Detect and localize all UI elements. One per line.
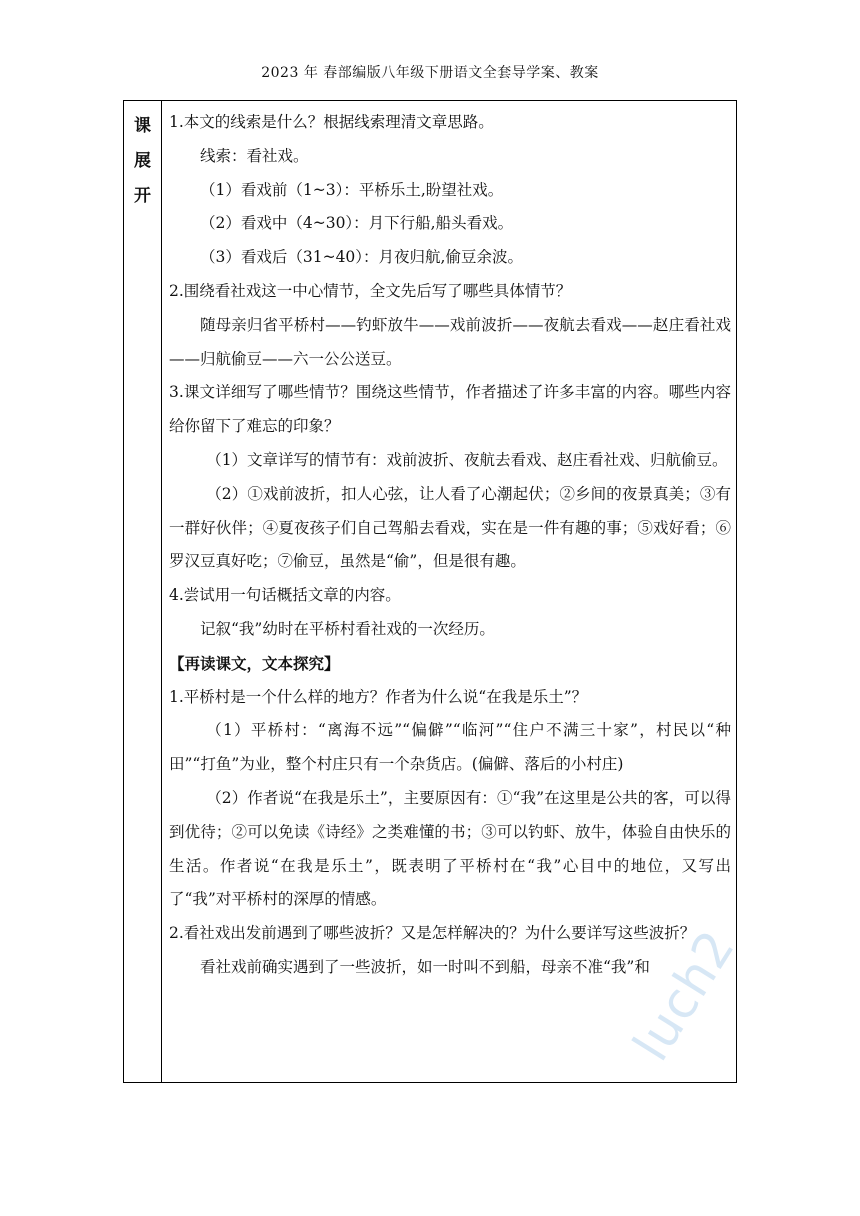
content-paragraph: 看社戏前确实遇到了一些波折，如一时叫不到船，母亲不准“我”和 — [200, 957, 650, 976]
content-paragraph: 2.围绕看社戏这一中心情节，全文先后写了哪些具体情节？ — [169, 281, 572, 300]
content-paragraph: 记叙“我”幼时在平桥村看社戏的一次经历。 — [200, 619, 495, 638]
content-paragraph: （2）①戏前波折，扣人心弦，让人看了心潮起伏；②乡间的夜景真美；③有一群好伙伴；④夏夜孩子们自己驾船去看戏，实在是一件有趣的事；⑤戏好看；⑥罗汉豆真好吃；⑦偷豆，虽然是“偷”，但是很有趣。 — [169, 484, 731, 571]
content-paragraph: 3.课文详细写了哪些情节？围绕这些情节，作者描述了许多丰富的内容。哪些内容给你留下了难忘的印象？ — [169, 383, 731, 436]
section-label-char: 开 — [134, 186, 151, 206]
content-paragraph: 4.尝试用一句话概括文章的内容。 — [169, 586, 401, 605]
section-label-char: 课 — [134, 116, 151, 136]
content-paragraph: 随母亲归省平桥村——钓虾放牛——戏前波折——夜航去看戏——赵庄看社戏——归航偷豆——六一公公送豆。 — [169, 315, 731, 368]
section-label — [124, 109, 161, 214]
content-paragraph: 2.看社戏出发前遇到了哪些波折？又是怎样解决的？为什么要详写这些波折？ — [169, 924, 696, 943]
content-paragraph: 1.平桥村是一个什么样的地方？作者为什么说“在我是乐土”？ — [169, 687, 588, 706]
lesson-content — [169, 106, 731, 985]
content-paragraph: 1.本文的线索是什么？根据线索理清文章思路。 — [169, 113, 494, 131]
content-paragraph: 线索：看社戏。 — [200, 146, 309, 165]
section-label-char: 展 — [134, 151, 151, 171]
content-paragraph: （1）文章详写的情节有：戏前波折、夜航去看戏、赵庄看社戏、归航偷豆。 — [206, 450, 728, 469]
page-header: 2023 年 春部编版八年级下册语文全套导学案、教案 — [261, 65, 599, 81]
content-paragraph: （3）看戏后（31~40）：月夜归航,偷豆余波。 — [200, 248, 523, 267]
content-paragraph: （1）平桥村：“离海不远”“偏僻”“临河”“住户不满三十家”，村民以“种田”“打鱼”为业，整个村庄只有一个杂货店。(偏僻、落后的小村庄) — [169, 721, 731, 774]
content-paragraph: （2）作者说“在我是乐土”，主要原因有：①“我”在这里是公共的客，可以得到优待；②可以免读《诗经》之类难懂的书；③可以钓虾、放牛，体验自由快乐的生活。作者说“在我是乐土”，既表明了平桥村在“我”心目中的地位，又写出了“我”对平桥村的深厚的情感。 — [169, 788, 731, 909]
watermark: luch2 — [622, 919, 747, 1071]
column-divider — [161, 101, 162, 1082]
lesson-table — [123, 100, 737, 1083]
section-heading: 【再读课文，文本探究】 — [169, 653, 340, 673]
content-paragraph: （2）看戏中（4~30）：月下行船,船头看戏。 — [200, 214, 514, 233]
content-paragraph: （1）看戏前（1~3）：平桥乐土,盼望社戏。 — [200, 180, 504, 199]
